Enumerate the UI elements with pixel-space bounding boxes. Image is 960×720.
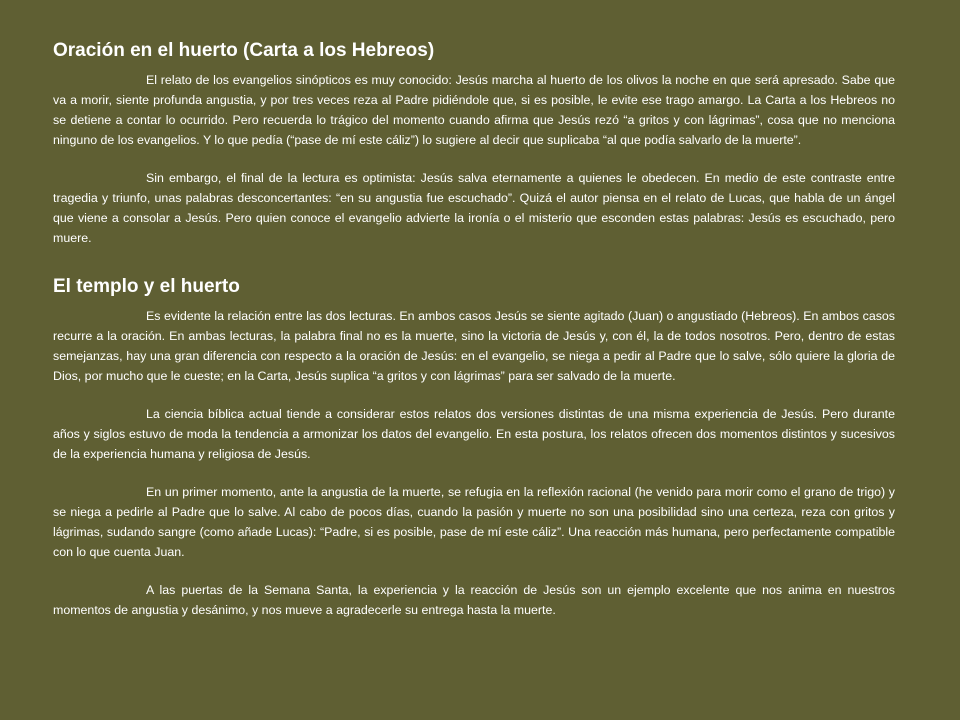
section-oracion-huerto: [53, 38, 895, 248]
paragraph: A las puertas de la Semana Santa, la experiencia y la reacción de Jesús son un ejemplo excelente que nos anima en nuestros momentos de angustia y desánimo, y nos mueve a agradecerle su entrega hasta la muerte.: [53, 583, 895, 617]
section-templo-huerto: [53, 274, 895, 620]
section-title: El templo y el huerto: [53, 276, 240, 297]
paragraph: El relato de los evangelios sinópticos es muy conocido: Jesús marcha al huerto de los olivos la noche en que será apresado. Sabe que va a morir, siente profunda angustia, y por tres veces reza al Padre pidiéndole que, si es posible, le evite ese trago amargo. La Carta a los Hebreos no se detiene a contar lo ocurrido. Pero recuerda lo trágico del momento cuando afirma que Jesús rezó “a gritos y con lágrimas”, cosa que no menciona ninguno de los evangelios. Y lo que pedía (“pase de mí este cáliz”) lo sugiere al decir que suplicaba “al que podía salvarlo de la muerte”.: [53, 73, 895, 147]
paragraph: En un primer momento, ante la angustia de la muerte, se refugia en la reflexión racional (he venido para morir como el grano de trigo) y se niega a pedirle al Padre que lo salve. Al cabo de pocos días, cuando la pasión y muerte no son una posibilidad sino una certeza, reza con gritos y lágrimas, sudando sangre (como añade Lucas): “Padre, si es posible, pase de mí este cáliz”. Una reacción más humana, pero perfectamente compatible con lo que cuenta Juan.: [53, 485, 895, 559]
paragraph: La ciencia bíblica actual tiende a considerar estos relatos dos versiones distintas de una misma experiencia de Jesús. Pero durante años y siglos estuvo de moda la tendencia a armonizar los datos del evangelio. En esta postura, los relatos ofrecen dos momentos distintos y sucesivos de la experiencia humana y religiosa de Jesús.: [53, 407, 895, 461]
section-title: Oración en el huerto (Carta a los Hebreos): [53, 40, 435, 61]
paragraph: Sin embargo, el final de la lectura es optimista: Jesús salva eternamente a quienes le obedecen. En medio de este contraste entre tragedia y triunfo, unas palabras desconcertantes: “en su angustia fue escuchado”. Quizá el autor piensa en el relato de Lucas, que habla de un ángel que viene a consolar a Jesús. Pero quien conoce el evangelio advierte la ironía o el misterio que esconden estas palabras: Jesús es escuchado, pero muere.: [53, 171, 895, 245]
paragraph: Es evidente la relación entre las dos lecturas. En ambos casos Jesús se siente agitado (Juan) o angustiado (Hebreos). En ambos casos recurre a la oración. En ambas lecturas, la palabra final no es la muerte, sino la victoria de Jesús y, con él, la de todos nosotros. Pero, dentro de estas semejanzas, hay una gran diferencia con respecto a la oración de Jesús: en el evangelio, se niega a pedir al Padre que lo salve, sólo quiere la gloria de Dios, por mucho que le cueste; en la Carta, Jesús suplica “a gritos y con lágrimas” para ser salvado de la muerte.: [53, 309, 895, 383]
